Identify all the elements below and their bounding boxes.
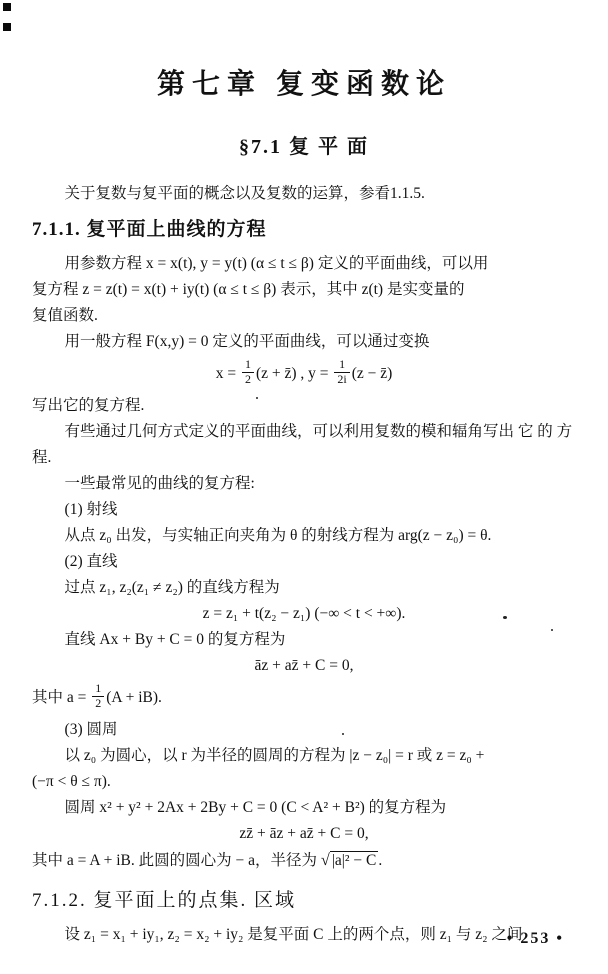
text-line: 一些最常见的曲线的复方程: <box>64 475 255 492</box>
text-line: 直线 Ax + By + C = 0 的复方程为 <box>64 631 286 648</box>
text-line: 以 z₀ 为圆心，以 r 为半径的圆周的方程为 |z − z₀| = r 或 z = z₀ + <box>64 747 485 764</box>
equation-circle-complex: zz̄ + āz + az̄ + C = 0, <box>239 825 369 842</box>
chapter-title: 第七章 复变函数论 <box>156 69 451 100</box>
scan-speck <box>503 616 507 619</box>
scan-speck <box>342 733 344 735</box>
text-line: 用参数方程 x = x(t), y = y(t) (α ≤ t ≤ β) 定义的平面曲线，可以用 <box>64 255 489 272</box>
heading-7-1-1: 7.1.1. 复平面上曲线的方程 <box>32 219 267 240</box>
text-line: 其中 a = A + iB. 此圆的圆心为 − a，半径为 √ |a|² − C . <box>32 851 383 869</box>
text-line: 过点 z₁, z₂(z₁ ≠ z₂) 的直线方程为 <box>64 579 280 596</box>
heading-7-1-2: 7.1.2. 复平面上的点集. 区域 <box>32 890 297 911</box>
equation-line-param: z = z₁ + t(z₂ − z₁) (−∞ < t < +∞). <box>202 605 406 622</box>
scan-speck <box>551 629 553 631</box>
text-line: 设 z₁ = x₁ + iy₁, z₂ = x₂ + iy₂ 是复平面 C 上的两个点，则 z₁ 与 z₂ 之间 <box>64 926 523 943</box>
fraction: $\frac{1}{2}$ <box>242 358 254 387</box>
fraction: $\frac{1}{2i}$ <box>334 358 349 387</box>
scan-mark <box>3 23 11 31</box>
scan-speck <box>256 397 258 399</box>
fraction: $\frac{1}{2}$ <box>92 682 104 711</box>
page-number: • 253 • <box>506 930 564 947</box>
document-lines <box>32 181 576 948</box>
text-line: 复值函数. <box>32 307 98 324</box>
text-line: (1) 射线 <box>64 501 118 518</box>
section-title: §7.1 复 平 面 <box>239 136 369 158</box>
text-line: 程. <box>32 449 52 466</box>
text-line: 圆周 x² + y² + 2Ax + 2By + C = 0 (C < A² + B²) 的复方程为 <box>64 799 447 816</box>
intro-paragraph: 关于复数与复平面的概念以及复数的运算，参看1.1.5. <box>64 185 425 202</box>
text-line: 复方程 z = z(t) = x(t) + iy(t) (α ≤ t ≤ β) 表示，其中 z(t) 是实变量的 <box>32 281 465 298</box>
text-line: 从点 z₀ 出发，与实轴正向夹角为 θ 的射线方程为 arg(z − z₀) = θ. <box>64 527 492 544</box>
text-line: 其中 a = $\frac{1}{2}$ (A + iB). <box>32 681 162 710</box>
text-line: (−π < θ ≤ π). <box>32 773 111 790</box>
text-line: 用一般方程 F(x,y) = 0 定义的平面曲线，可以通过变换 <box>64 333 430 350</box>
text-line: 有些通过几何方式定义的平面曲线，可以利用复数的模和辐角写出 它 的 方 <box>64 423 573 440</box>
text-line: 写出它的复方程. <box>32 397 145 414</box>
radical: √ |a|² − C <box>320 851 377 869</box>
scan-mark <box>3 3 11 11</box>
equation-transform: x = $\frac{1}{2}$ (z + z̄) , y = $\frac{1}{2i}$ (z − z̄) <box>215 357 393 386</box>
text-line: (2) 直线 <box>64 553 118 570</box>
text-line: (3) 圆周 <box>64 721 118 738</box>
equation-line-complex: āz + az̄ + C = 0, <box>254 657 354 674</box>
